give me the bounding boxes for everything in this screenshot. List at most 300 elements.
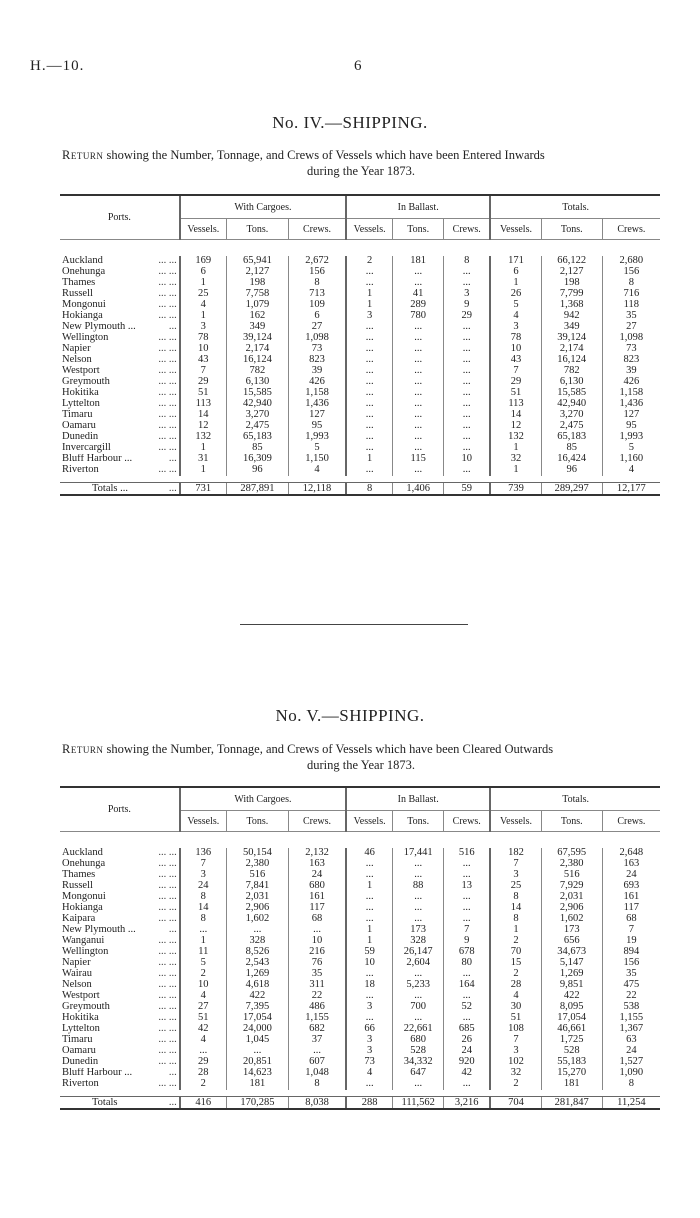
value-cell: 1,993 — [602, 432, 660, 443]
leader-dots: ... ... — [158, 936, 177, 947]
value-cell: 161 — [602, 892, 660, 903]
value-cell: 16,309 — [226, 454, 288, 465]
value-cell: 66 — [346, 1024, 393, 1035]
value-cell: ... — [393, 278, 444, 289]
leader-dots: ... ... — [158, 980, 177, 991]
leader-dots: ... ... — [158, 1057, 177, 1068]
leader-dots: ... ... — [158, 1024, 177, 1035]
port-name: Wanganui — [62, 936, 105, 947]
value-cell: 24 — [602, 1046, 660, 1057]
value-cell: 7 — [444, 925, 491, 936]
value-cell: 647 — [393, 1068, 444, 1079]
value-cell: ... — [346, 969, 393, 980]
table-row — [60, 1002, 660, 1013]
value-cell: 4 — [180, 991, 227, 1002]
value-cell: 162 — [226, 311, 288, 322]
shipping-table-outwards — [60, 786, 660, 1110]
in-ballast-header: In Ballast. — [346, 195, 490, 219]
leader-dots: ... ... — [158, 1035, 177, 1046]
value-cell: 2,127 — [541, 267, 602, 278]
value-cell: 1,079 — [226, 300, 288, 311]
ports-header: Ports. — [60, 195, 180, 240]
value-cell: ... — [444, 991, 491, 1002]
value-cell: 156 — [288, 267, 346, 278]
table-row — [60, 1024, 660, 1035]
leader-dots: ... ... — [158, 432, 177, 443]
leader-dots: ... ... — [158, 410, 177, 421]
totals-label-cell — [60, 483, 180, 496]
vessels-header: Vessels. — [490, 219, 541, 240]
value-cell: ... — [444, 969, 491, 980]
total-value: 111,562 — [393, 1097, 444, 1110]
value-cell: ... — [444, 366, 491, 377]
description-text: showing the Number, Tonnage, and Crews of Vessels which have been Entered Inwards — [103, 148, 545, 162]
table-row — [60, 278, 660, 289]
value-cell: 2,543 — [226, 958, 288, 969]
value-cell: 95 — [288, 421, 346, 432]
value-cell: 96 — [541, 465, 602, 476]
leader-dots: ... ... — [158, 969, 177, 980]
value-cell: ... — [393, 388, 444, 399]
value-cell: 2,031 — [226, 892, 288, 903]
value-cell: 12 — [490, 421, 541, 432]
value-cell: ... — [226, 1046, 288, 1057]
value-cell: 1 — [180, 278, 227, 289]
value-cell: 9 — [444, 936, 491, 947]
value-cell: 713 — [288, 289, 346, 300]
value-cell: ... — [444, 355, 491, 366]
value-cell: 328 — [393, 936, 444, 947]
value-cell: ... — [444, 870, 491, 881]
table-row — [60, 410, 660, 421]
table-row — [60, 377, 660, 388]
leader-dots: ... ... — [158, 1002, 177, 1013]
with-cargoes-header: With Cargoes. — [180, 195, 346, 219]
leader-dots: ... ... — [158, 947, 177, 958]
value-cell: ... — [346, 432, 393, 443]
value-cell: 34,673 — [541, 947, 602, 958]
value-cell: 1,436 — [602, 399, 660, 410]
value-cell: ... — [180, 1046, 227, 1057]
totals-row — [60, 483, 660, 496]
total-value: 11,254 — [602, 1097, 660, 1110]
value-cell: ... — [393, 421, 444, 432]
value-cell: 27 — [602, 322, 660, 333]
port-cell — [60, 256, 180, 267]
table-row — [60, 366, 660, 377]
value-cell: 78 — [180, 333, 227, 344]
value-cell: 426 — [288, 377, 346, 388]
value-cell: 7 — [602, 925, 660, 936]
value-cell: ... — [393, 355, 444, 366]
table-row — [60, 881, 660, 892]
value-cell: 1 — [180, 936, 227, 947]
value-cell: 700 — [393, 1002, 444, 1013]
total-value: 8,038 — [288, 1097, 346, 1110]
value-cell: ... — [444, 1013, 491, 1024]
port-cell — [60, 991, 180, 1002]
table-row — [60, 289, 660, 300]
value-cell: ... — [444, 278, 491, 289]
value-cell: 1,602 — [226, 914, 288, 925]
value-cell: 682 — [288, 1024, 346, 1035]
value-cell: ... — [346, 859, 393, 870]
value-cell: 39 — [602, 366, 660, 377]
value-cell: 328 — [226, 936, 288, 947]
value-cell: 4,618 — [226, 980, 288, 991]
table-row — [60, 914, 660, 925]
totals-header: Totals. — [490, 195, 660, 219]
table-row — [60, 903, 660, 914]
value-cell: 780 — [393, 311, 444, 322]
value-cell: 216 — [288, 947, 346, 958]
value-cell: 3 — [346, 1002, 393, 1013]
value-cell: 3 — [346, 1046, 393, 1057]
value-cell: 2,906 — [541, 903, 602, 914]
value-cell: 28 — [490, 980, 541, 991]
value-cell: 173 — [541, 925, 602, 936]
leader-dots: ... ... — [158, 344, 177, 355]
port-cell — [60, 1068, 180, 1079]
value-cell: 607 — [288, 1057, 346, 1068]
value-cell: 19 — [602, 936, 660, 947]
description-text: showing the Number, Tonnage, and Crews of Vessels which have been Cleared Outwards — [103, 742, 554, 756]
value-cell: 8 — [602, 278, 660, 289]
value-cell: 4 — [180, 1035, 227, 1046]
table-row — [60, 991, 660, 1002]
crews-header: Crews. — [288, 811, 346, 832]
table-row — [60, 1013, 660, 1024]
leader-dots: ... ... — [158, 848, 177, 859]
value-cell: 1 — [490, 465, 541, 476]
value-cell: 173 — [393, 925, 444, 936]
value-cell: 528 — [393, 1046, 444, 1057]
value-cell: 2,174 — [541, 344, 602, 355]
port-cell — [60, 848, 180, 859]
value-cell: 26 — [490, 289, 541, 300]
value-cell: 716 — [602, 289, 660, 300]
port-cell — [60, 278, 180, 289]
crews-header: Crews. — [444, 811, 491, 832]
return-label: Return — [62, 742, 104, 756]
value-cell: 11 — [180, 947, 227, 958]
value-cell: 39,124 — [541, 333, 602, 344]
leader-dots: ... — [168, 1097, 177, 1108]
value-cell: 14 — [180, 903, 227, 914]
value-cell: 4 — [288, 465, 346, 476]
value-cell: 349 — [541, 322, 602, 333]
leader-dots: ... ... — [158, 333, 177, 344]
value-cell: 85 — [541, 443, 602, 454]
value-cell: 5 — [490, 300, 541, 311]
value-cell: 942 — [541, 311, 602, 322]
value-cell: 113 — [180, 399, 227, 410]
value-cell: ... — [346, 388, 393, 399]
table-row — [60, 256, 660, 267]
value-cell: 486 — [288, 1002, 346, 1013]
value-cell: 35 — [288, 969, 346, 980]
value-cell: 10 — [490, 344, 541, 355]
port-cell — [60, 980, 180, 991]
value-cell: 52 — [444, 1002, 491, 1013]
value-cell: ... — [393, 333, 444, 344]
value-cell: 12 — [180, 421, 227, 432]
port-name: Kaipara — [62, 914, 96, 925]
value-cell: 10 — [444, 454, 491, 465]
value-cell: 17,054 — [541, 1013, 602, 1024]
value-cell: 9 — [444, 300, 491, 311]
value-cell: 1,155 — [602, 1013, 660, 1024]
value-cell: ... — [444, 410, 491, 421]
value-cell: 117 — [288, 903, 346, 914]
value-cell: 5,233 — [393, 980, 444, 991]
value-cell: 311 — [288, 980, 346, 991]
value-cell: 1 — [346, 936, 393, 947]
leader-dots: ... ... — [158, 256, 177, 267]
value-cell: ... — [346, 399, 393, 410]
value-cell: 1,269 — [226, 969, 288, 980]
value-cell: 3 — [444, 289, 491, 300]
value-cell: ... — [393, 399, 444, 410]
port-name: Wellington — [62, 333, 109, 344]
port-cell — [60, 1013, 180, 1024]
value-cell: 2,127 — [226, 267, 288, 278]
value-cell: 113 — [490, 399, 541, 410]
crews-header: Crews. — [602, 811, 660, 832]
value-cell: 1,158 — [288, 388, 346, 399]
port-cell — [60, 289, 180, 300]
value-cell: ... — [346, 333, 393, 344]
table-row — [60, 1046, 660, 1057]
value-cell: ... — [393, 914, 444, 925]
value-cell: 678 — [444, 947, 491, 958]
port-name: Hokitika — [62, 1013, 99, 1024]
value-cell: 1,527 — [602, 1057, 660, 1068]
value-cell: 680 — [288, 881, 346, 892]
port-cell — [60, 1057, 180, 1068]
value-cell: 8 — [602, 1079, 660, 1090]
value-cell: ... — [393, 366, 444, 377]
value-cell: 475 — [602, 980, 660, 991]
description-year: during the Year 1873. — [307, 164, 415, 178]
leader-dots: ... — [168, 483, 177, 494]
value-cell: 1 — [346, 454, 393, 465]
value-cell: 1,269 — [541, 969, 602, 980]
value-cell: 7,395 — [226, 1002, 288, 1013]
total-value: 59 — [444, 483, 491, 496]
port-cell — [60, 355, 180, 366]
port-cell — [60, 432, 180, 443]
value-cell: 7 — [180, 366, 227, 377]
value-cell: 426 — [602, 377, 660, 388]
value-cell: 96 — [226, 465, 288, 476]
value-cell: 27 — [180, 1002, 227, 1013]
total-value: 170,285 — [226, 1097, 288, 1110]
value-cell: 7 — [490, 859, 541, 870]
value-cell: 8 — [490, 892, 541, 903]
value-cell: 2,174 — [226, 344, 288, 355]
value-cell: 161 — [288, 892, 346, 903]
value-cell: 8 — [180, 892, 227, 903]
value-cell: 39,124 — [226, 333, 288, 344]
value-cell: 127 — [602, 410, 660, 421]
value-cell: 171 — [490, 256, 541, 267]
page-number: 6 — [354, 58, 362, 74]
value-cell: 88 — [393, 881, 444, 892]
table-row — [60, 892, 660, 903]
value-cell: ... — [444, 344, 491, 355]
port-cell — [60, 870, 180, 881]
value-cell: ... — [393, 322, 444, 333]
value-cell: 1,098 — [602, 333, 660, 344]
value-cell: ... — [444, 443, 491, 454]
table-row — [60, 947, 660, 958]
port-cell — [60, 410, 180, 421]
value-cell: ... — [393, 991, 444, 1002]
table-row — [60, 870, 660, 881]
page-ref: H.—10. — [30, 58, 85, 74]
total-value: 289,297 — [541, 483, 602, 496]
crews-header: Crews. — [602, 219, 660, 240]
value-cell: 5 — [180, 958, 227, 969]
value-cell: ... — [393, 1013, 444, 1024]
port-cell — [60, 421, 180, 432]
port-cell — [60, 300, 180, 311]
leader-dots: ... ... — [158, 278, 177, 289]
value-cell: 15,585 — [226, 388, 288, 399]
value-cell: 3 — [490, 322, 541, 333]
value-cell: ... — [444, 903, 491, 914]
table-row — [60, 1057, 660, 1068]
value-cell: ... — [393, 903, 444, 914]
value-cell: 136 — [180, 848, 227, 859]
table-row — [60, 1035, 660, 1046]
value-cell: 3 — [490, 870, 541, 881]
value-cell: 66,122 — [541, 256, 602, 267]
table-row — [60, 925, 660, 936]
value-cell: 1,098 — [288, 333, 346, 344]
value-cell: ... — [346, 421, 393, 432]
value-cell: 24 — [180, 881, 227, 892]
value-cell: 34,332 — [393, 1057, 444, 1068]
value-cell: ... — [346, 870, 393, 881]
port-name: Hokianga — [62, 903, 103, 914]
value-cell: 32 — [490, 1068, 541, 1079]
table-row — [60, 1079, 660, 1090]
value-cell: 37 — [288, 1035, 346, 1046]
value-cell: 181 — [226, 1079, 288, 1090]
value-cell: ... — [346, 443, 393, 454]
value-cell: 4 — [602, 465, 660, 476]
totals-label-cell — [60, 1097, 180, 1110]
leader-dots: ... ... — [158, 892, 177, 903]
value-cell: ... — [444, 322, 491, 333]
value-cell: 109 — [288, 300, 346, 311]
value-cell: 65,183 — [226, 432, 288, 443]
value-cell: 42 — [444, 1068, 491, 1079]
port-cell — [60, 1002, 180, 1013]
value-cell: ... — [346, 903, 393, 914]
value-cell: 65,183 — [541, 432, 602, 443]
value-cell: 1,368 — [541, 300, 602, 311]
total-value: 739 — [490, 483, 541, 496]
value-cell: 528 — [541, 1046, 602, 1057]
value-cell: 3,270 — [226, 410, 288, 421]
value-cell: 118 — [602, 300, 660, 311]
value-cell: 17,441 — [393, 848, 444, 859]
value-cell: 1,158 — [602, 388, 660, 399]
value-cell: 1 — [490, 925, 541, 936]
value-cell: ... — [393, 892, 444, 903]
value-cell: 7 — [490, 1035, 541, 1046]
value-cell: 5 — [602, 443, 660, 454]
value-cell: 14,623 — [226, 1068, 288, 1079]
port-cell — [60, 903, 180, 914]
total-value: 8 — [346, 483, 393, 496]
value-cell: 14 — [180, 410, 227, 421]
value-cell: 115 — [393, 454, 444, 465]
port-name: Timaru — [62, 410, 93, 421]
table-row — [60, 344, 660, 355]
tons-header: Tons. — [393, 811, 444, 832]
port-name: Greymouth — [62, 1002, 110, 1013]
value-cell: 156 — [602, 267, 660, 278]
value-cell: 16,124 — [226, 355, 288, 366]
value-cell: 42,940 — [541, 399, 602, 410]
leader-dots: ... ... — [158, 289, 177, 300]
value-cell: 163 — [288, 859, 346, 870]
value-cell: 20,851 — [226, 1057, 288, 1068]
tons-header: Tons. — [226, 811, 288, 832]
value-cell: 70 — [490, 947, 541, 958]
value-cell: ... — [444, 267, 491, 278]
value-cell: 26,147 — [393, 947, 444, 958]
value-cell: 182 — [490, 848, 541, 859]
value-cell: 163 — [602, 859, 660, 870]
port-name: Invercargill — [62, 443, 111, 454]
port-cell — [60, 443, 180, 454]
port-cell — [60, 322, 180, 333]
value-cell: 2,380 — [541, 859, 602, 870]
total-value: 731 — [180, 483, 227, 496]
leader-dots: ... — [168, 1068, 177, 1079]
crews-header: Crews. — [444, 219, 491, 240]
leader-dots: ... ... — [158, 311, 177, 322]
value-cell: 1,150 — [288, 454, 346, 465]
value-cell: 7,758 — [226, 289, 288, 300]
value-cell: 15 — [490, 958, 541, 969]
port-name: Greymouth — [62, 377, 110, 388]
value-cell: 680 — [393, 1035, 444, 1046]
value-cell: 8 — [288, 1079, 346, 1090]
value-cell: 80 — [444, 958, 491, 969]
value-cell: 8,095 — [541, 1002, 602, 1013]
port-cell — [60, 333, 180, 344]
value-cell: 1 — [346, 925, 393, 936]
port-cell — [60, 958, 180, 969]
value-cell: 169 — [180, 256, 227, 267]
value-cell: ... — [393, 969, 444, 980]
value-cell: ... — [346, 344, 393, 355]
value-cell: 29 — [180, 1057, 227, 1068]
value-cell: 4 — [490, 311, 541, 322]
value-cell: 76 — [288, 958, 346, 969]
leader-dots: ... — [168, 454, 177, 465]
value-cell: 2,604 — [393, 958, 444, 969]
table-row — [60, 355, 660, 366]
value-cell: 16,424 — [541, 454, 602, 465]
value-cell: 2,031 — [541, 892, 602, 903]
